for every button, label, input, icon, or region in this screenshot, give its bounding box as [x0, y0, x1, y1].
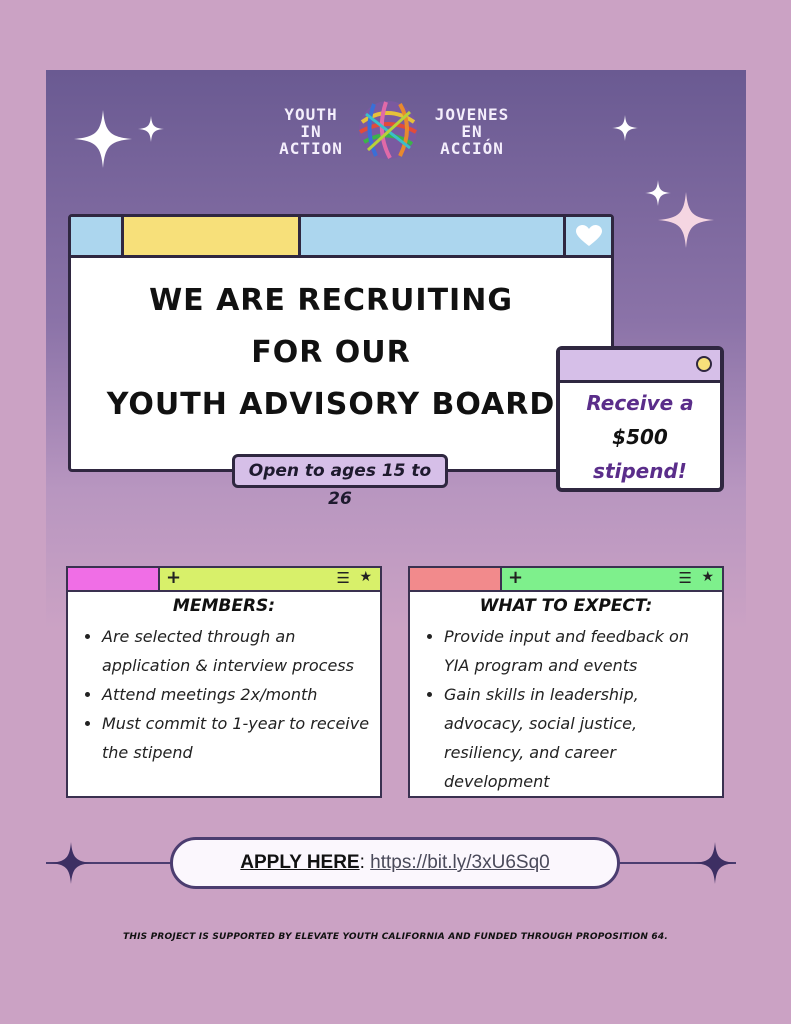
organization-logo [270, 96, 530, 166]
expect-window [408, 566, 724, 798]
apply-link[interactable]: https://bit.ly/3xU6Sq0 [370, 852, 550, 873]
expect-list [410, 622, 714, 796]
stipend-titlebar [560, 350, 720, 383]
list-item: • Must commit to 1-year to receive the stipend [102, 709, 372, 767]
heart-button [563, 217, 611, 255]
apply-banner [170, 837, 620, 889]
star-icon: ★ [701, 569, 714, 585]
sparkle-icon-pink-right [658, 192, 714, 248]
sparkle-icon-small-right [612, 115, 638, 141]
members-titlebar [68, 568, 380, 592]
stipend-text: Receive a $500 stipend! [586, 391, 694, 483]
members-window [66, 566, 382, 798]
circle-icon [696, 356, 712, 372]
headline: WE ARE RECRUITING FOR OUR YOUTH ADVISORY BOARD [106, 283, 556, 422]
expect-titlebar [410, 568, 722, 592]
window-titlebar [71, 217, 611, 258]
list-item: • Provide input and feedback on YIA program and events [444, 622, 714, 680]
menu-icon: ☰ [678, 569, 692, 587]
sparkle-icon-apply-left [50, 842, 92, 884]
plus-icon: + [166, 567, 182, 588]
sparkle-icon-apply-right [694, 842, 736, 884]
logo-text-english: YOUTH IN ACTION [279, 105, 343, 158]
window-tab [121, 217, 301, 255]
sparkle-icon-large-left [74, 110, 132, 168]
menu-icon: ☰ [336, 569, 350, 587]
heart-icon [576, 225, 602, 247]
members-list [68, 622, 372, 767]
headline-window [68, 214, 614, 472]
star-icon: ★ [359, 569, 372, 585]
footer-credits: THIS PROJECT IS SUPPORTED BY ELEVATE YOUTH CALIFORNIA AND FUNDED THROUGH PROPOSITION 64. [123, 932, 668, 942]
age-badge: Open to ages 15 to 26 [232, 454, 448, 488]
list-item: • Gain skills in leadership, advocacy, social justice, resiliency, and career development [444, 680, 714, 796]
expect-title: WHAT TO EXPECT: [479, 596, 653, 616]
logo-text-spanish: JOVENES EN ACCIÓN [434, 105, 510, 158]
plus-icon: + [508, 567, 524, 588]
stipend-window [556, 346, 724, 492]
expect-tab [410, 568, 502, 590]
list-item: • Are selected through an application & interview process [102, 622, 372, 680]
members-tab [68, 568, 160, 590]
members-title: MEMBERS: [172, 596, 276, 616]
apply-label: APPLY HERE [240, 852, 360, 873]
sparkle-icon-small-left [138, 116, 164, 142]
apply-separator: : [359, 852, 365, 873]
globe-icon [356, 98, 420, 162]
list-item: • Attend meetings 2x/month [102, 680, 372, 709]
